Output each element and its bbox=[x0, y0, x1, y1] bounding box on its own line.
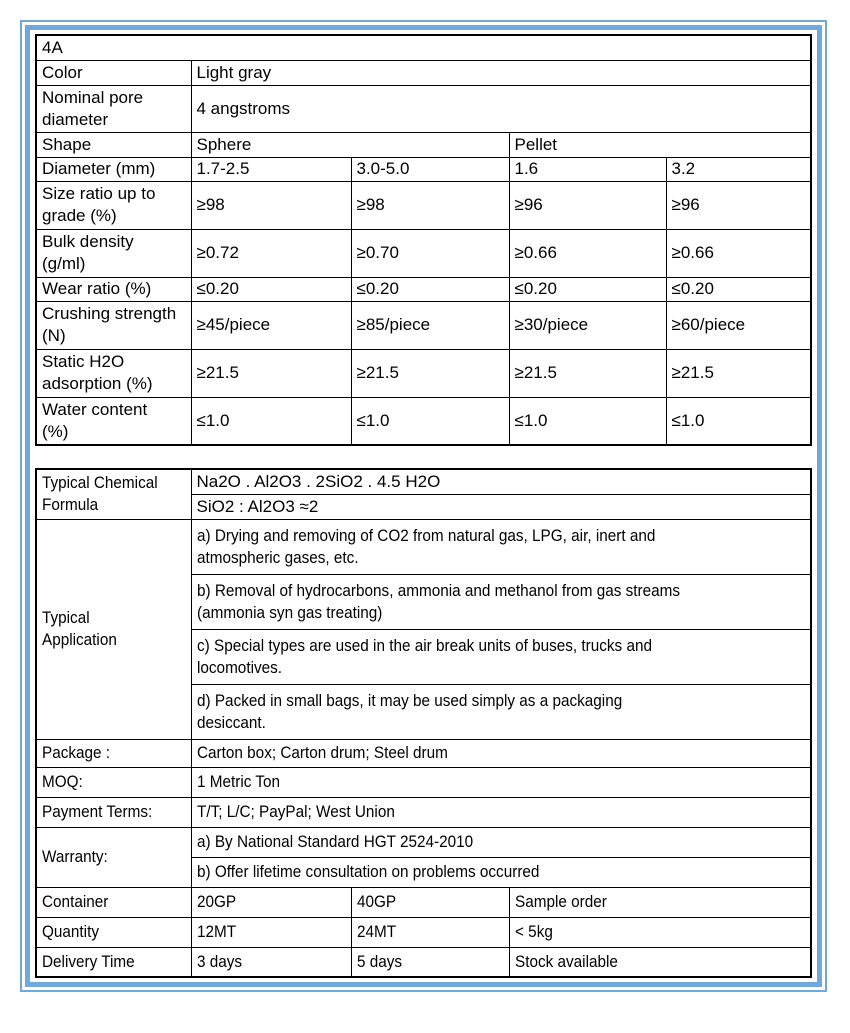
water-content-value-4: ≤1.0 bbox=[666, 397, 811, 445]
quantity-value-sample bbox=[509, 917, 811, 947]
table-row bbox=[36, 887, 811, 917]
delivery-value-40gp bbox=[351, 947, 509, 977]
bulk-density-value-1: ≥0.72 bbox=[191, 229, 351, 277]
container-value-20gp bbox=[191, 887, 351, 917]
table-row bbox=[36, 519, 811, 574]
static-adsorption-label bbox=[36, 349, 191, 397]
pore-diameter-label bbox=[36, 85, 191, 132]
cell-line: Typical bbox=[42, 608, 90, 627]
water-content-value-1: ≤1.0 bbox=[191, 397, 351, 445]
spec-table bbox=[35, 34, 812, 446]
cell-line: (ammonia syn gas treating) bbox=[196, 602, 382, 622]
quantity-value-20gp bbox=[191, 917, 351, 947]
container-label bbox=[36, 887, 191, 917]
cell-line: Bulk density bbox=[42, 232, 134, 251]
color-label: Color bbox=[36, 60, 191, 85]
size-ratio-value-2: ≥98 bbox=[351, 181, 509, 229]
table-row bbox=[36, 229, 811, 277]
chemical-formula-line-2: SiO2 : Al2O3 ≈2 bbox=[191, 494, 811, 519]
cell-text: Package : bbox=[42, 743, 111, 762]
diameter-value-3: 1.6 bbox=[509, 157, 666, 181]
product-grade-title: 4A bbox=[36, 35, 811, 60]
table-row bbox=[36, 35, 811, 60]
cell-line: adsorption (%) bbox=[42, 374, 153, 393]
diameter-label: Diameter (mm) bbox=[36, 157, 191, 181]
wear-ratio-value-4: ≤0.20 bbox=[666, 277, 811, 301]
cell-text: Carton box; Carton drum; Steel drum bbox=[196, 743, 448, 762]
cell-text: b) Offer lifetime consultation on problems occurred bbox=[196, 862, 539, 881]
crushing-strength-value-2: ≥85/piece bbox=[351, 301, 509, 349]
table-row bbox=[36, 349, 811, 397]
cell-text: < 5kg bbox=[514, 922, 553, 941]
cell-text: Delivery Time bbox=[42, 951, 135, 971]
cell-text: Payment Terms: bbox=[42, 802, 153, 821]
cell-line: (%) bbox=[42, 421, 69, 441]
cell-line: Application bbox=[42, 630, 117, 649]
diameter-value-1: 1.7-2.5 bbox=[191, 157, 351, 181]
static-adsorption-value-4: ≥21.5 bbox=[666, 349, 811, 397]
warranty-line-1 bbox=[191, 827, 811, 857]
application-item-b bbox=[191, 574, 811, 629]
water-content-value-2: ≤1.0 bbox=[351, 397, 509, 445]
cell-line: desiccant. bbox=[196, 712, 266, 732]
container-value-40gp bbox=[351, 887, 509, 917]
static-adsorption-value-2: ≥21.5 bbox=[351, 349, 509, 397]
crushing-strength-value-3: ≥30/piece bbox=[509, 301, 666, 349]
table-row bbox=[36, 277, 811, 301]
diameter-value-4: 3.2 bbox=[666, 157, 811, 181]
shape-label: Shape bbox=[36, 132, 191, 157]
cell-text: 3 days bbox=[196, 951, 242, 971]
cell-line: a) Drying and removing of CO2 from natural gas, LPG, air, inert and bbox=[196, 525, 655, 545]
size-ratio-value-3: ≥96 bbox=[509, 181, 666, 229]
table-row bbox=[36, 917, 811, 947]
size-ratio-label bbox=[36, 181, 191, 229]
application-item-c bbox=[191, 629, 811, 684]
application-item-d bbox=[191, 684, 811, 739]
static-adsorption-value-1: ≥21.5 bbox=[191, 349, 351, 397]
package-label bbox=[36, 739, 191, 767]
cell-line: Crushing strength bbox=[42, 304, 177, 323]
cell-line: b) Removal of hydrocarbons, ammonia and methanol from gas streams bbox=[196, 580, 680, 600]
diameter-value-2: 3.0-5.0 bbox=[351, 157, 509, 181]
cell-line: atmospheric gases, etc. bbox=[196, 547, 359, 567]
bulk-density-value-3: ≥0.66 bbox=[509, 229, 666, 277]
table-row bbox=[36, 947, 811, 977]
cell-line: Formula bbox=[42, 495, 99, 515]
moq-value bbox=[191, 767, 811, 797]
page bbox=[0, 20, 850, 1033]
delivery-time-label bbox=[36, 947, 191, 977]
water-content-label bbox=[36, 397, 191, 445]
cell-text: 5 days bbox=[356, 951, 402, 971]
quantity-value-40gp bbox=[351, 917, 509, 947]
cell-line: c) Special types are used in the air break units of buses, trucks and bbox=[196, 635, 652, 655]
cell-text: Warranty: bbox=[42, 847, 108, 866]
cell-text: 40GP bbox=[356, 892, 396, 911]
cell-text: Stock available bbox=[514, 951, 618, 971]
chemical-formula-label bbox=[36, 469, 191, 519]
wear-ratio-value-3: ≤0.20 bbox=[509, 277, 666, 301]
moq-label bbox=[36, 767, 191, 797]
water-content-value-3: ≤1.0 bbox=[509, 397, 666, 445]
payment-terms-label bbox=[36, 797, 191, 827]
cell-text: a) By National Standard HGT 2524-2010 bbox=[196, 832, 473, 851]
bulk-density-value-4: ≥0.66 bbox=[666, 229, 811, 277]
cell-line: (g/ml) bbox=[42, 254, 86, 273]
cell-text: 1 Metric Ton bbox=[196, 772, 280, 791]
cell-line: d) Packed in small bags, it may be used simply as a packaging bbox=[196, 690, 622, 710]
table-row bbox=[36, 301, 811, 349]
table-row bbox=[36, 797, 811, 827]
wear-ratio-value-1: ≤0.20 bbox=[191, 277, 351, 301]
wear-ratio-label: Wear ratio (%) bbox=[36, 277, 191, 301]
static-adsorption-value-3: ≥21.5 bbox=[509, 349, 666, 397]
crushing-strength-label bbox=[36, 301, 191, 349]
table-row bbox=[36, 132, 811, 157]
cell-line: grade (%) bbox=[42, 206, 117, 225]
table-row bbox=[36, 60, 811, 85]
table-row bbox=[36, 469, 811, 494]
cell-text: 20GP bbox=[196, 892, 236, 911]
cell-line: Nominal pore bbox=[42, 87, 144, 107]
pore-diameter-value: 4 angstroms bbox=[191, 85, 811, 132]
shape-value-pellet: Pellet bbox=[509, 132, 811, 157]
table-row bbox=[36, 827, 811, 857]
outer-frame bbox=[20, 20, 827, 992]
cell-text: Sample order bbox=[514, 892, 607, 911]
cell-line: (N) bbox=[42, 326, 66, 345]
delivery-value-20gp bbox=[191, 947, 351, 977]
cell-text: MOQ: bbox=[42, 772, 83, 791]
warranty-label bbox=[36, 827, 191, 887]
crushing-strength-value-4: ≥60/piece bbox=[666, 301, 811, 349]
application-label bbox=[36, 519, 191, 739]
package-value bbox=[191, 739, 811, 767]
cell-text: 24MT bbox=[356, 922, 396, 941]
info-table bbox=[35, 468, 812, 978]
cell-line: diameter bbox=[42, 109, 109, 129]
container-value-sample bbox=[509, 887, 811, 917]
cell-line: Water content bbox=[42, 399, 148, 419]
table-row bbox=[36, 157, 811, 181]
size-ratio-value-1: ≥98 bbox=[191, 181, 351, 229]
cell-line: Typical Chemical bbox=[42, 473, 158, 493]
crushing-strength-value-1: ≥45/piece bbox=[191, 301, 351, 349]
cell-line: locomotives. bbox=[196, 657, 282, 677]
table-row bbox=[36, 85, 811, 132]
warranty-line-2 bbox=[191, 857, 811, 887]
table-row bbox=[36, 767, 811, 797]
color-value: Light gray bbox=[191, 60, 811, 85]
application-item-a bbox=[191, 519, 811, 574]
bulk-density-label bbox=[36, 229, 191, 277]
table-row bbox=[36, 739, 811, 767]
payment-terms-value bbox=[191, 797, 811, 827]
cell-text: T/T; L/C; PayPal; West Union bbox=[196, 802, 395, 821]
bulk-density-value-2: ≥0.70 bbox=[351, 229, 509, 277]
table-row bbox=[36, 181, 811, 229]
cell-line: Static H2O bbox=[42, 352, 125, 371]
cell-text: 12MT bbox=[196, 922, 236, 941]
size-ratio-value-4: ≥96 bbox=[666, 181, 811, 229]
wear-ratio-value-2: ≤0.20 bbox=[351, 277, 509, 301]
cell-text: Quantity bbox=[42, 922, 99, 941]
shape-value-sphere: Sphere bbox=[191, 132, 509, 157]
cell-line: Size ratio up to bbox=[42, 184, 156, 203]
cell-text: Container bbox=[42, 892, 109, 911]
inner-frame bbox=[25, 25, 822, 987]
table-gap bbox=[35, 446, 812, 468]
quantity-label bbox=[36, 917, 191, 947]
delivery-value-sample bbox=[509, 947, 811, 977]
chemical-formula-line-1: Na2O . Al2O3 . 2SiO2 . 4.5 H2O bbox=[191, 469, 811, 494]
table-row bbox=[36, 397, 811, 445]
